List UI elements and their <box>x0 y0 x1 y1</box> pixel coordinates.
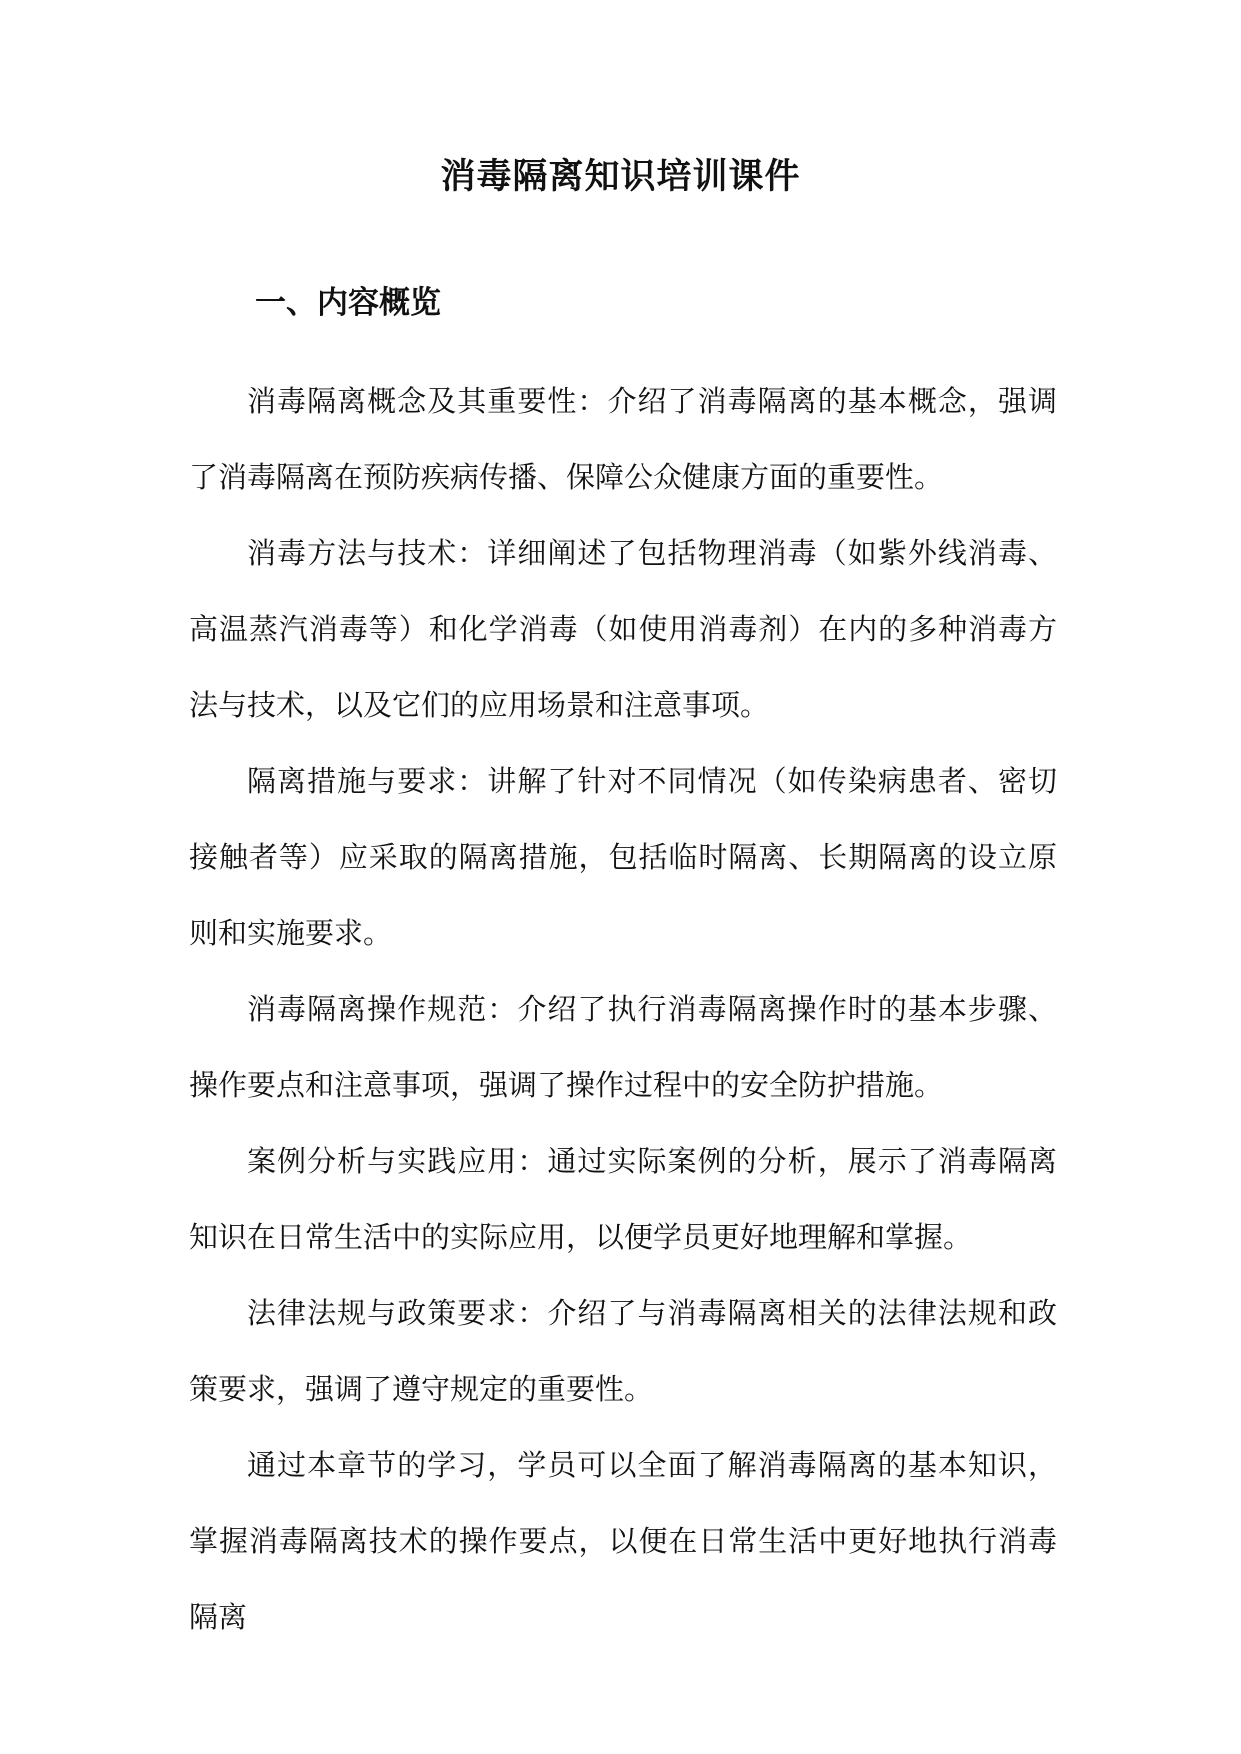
paragraph-isolation: 隔离措施与要求：讲解了针对不同情况（如传染病患者、密切接触者等）应采取的隔离措施，包括临时隔离、长期隔离的设立原则和实施要求。 <box>189 764 1057 950</box>
paragraph-concept: 消毒隔离概念及其重要性：介绍了消毒隔离的基本概念，强调了消毒隔离在预防疾病传播、保障公众健康方面的重要性。 <box>189 384 1057 494</box>
paragraph-regulations: 法律法规与政策要求：介绍了与消毒隔离相关的法律法规和政策要求，强调了遵守规定的重要性。 <box>189 1296 1057 1406</box>
paragraph-methods: 消毒方法与技术：详细阐述了包括物理消毒（如紫外线消毒、高温蒸汽消毒等）和化学消毒（如使用消毒剂）在内的多种消毒方法与技术，以及它们的应用场景和注意事项。 <box>189 536 1057 722</box>
paragraph-summary: 通过本章节的学习，学员可以全面了解消毒隔离的基本知识，掌握消毒隔离技术的操作要点，以便在日常生活中更好地执行消毒隔离 <box>189 1448 1057 1634</box>
document-title: 消毒隔离知识培训课件 <box>440 156 801 197</box>
paragraph-cases: 案例分析与实践应用：通过实际案例的分析，展示了消毒隔离知识在日常生活中的实际应用，以便学员更好地理解和掌握。 <box>189 1144 1057 1254</box>
section-heading: 一、内容概览 <box>255 285 441 321</box>
paragraph-operation: 消毒隔离操作规范：介绍了执行消毒隔离操作时的基本步骤、操作要点和注意事项，强调了操作过程中的安全防护措施。 <box>189 992 1057 1102</box>
body-text <box>189 363 1057 1655</box>
